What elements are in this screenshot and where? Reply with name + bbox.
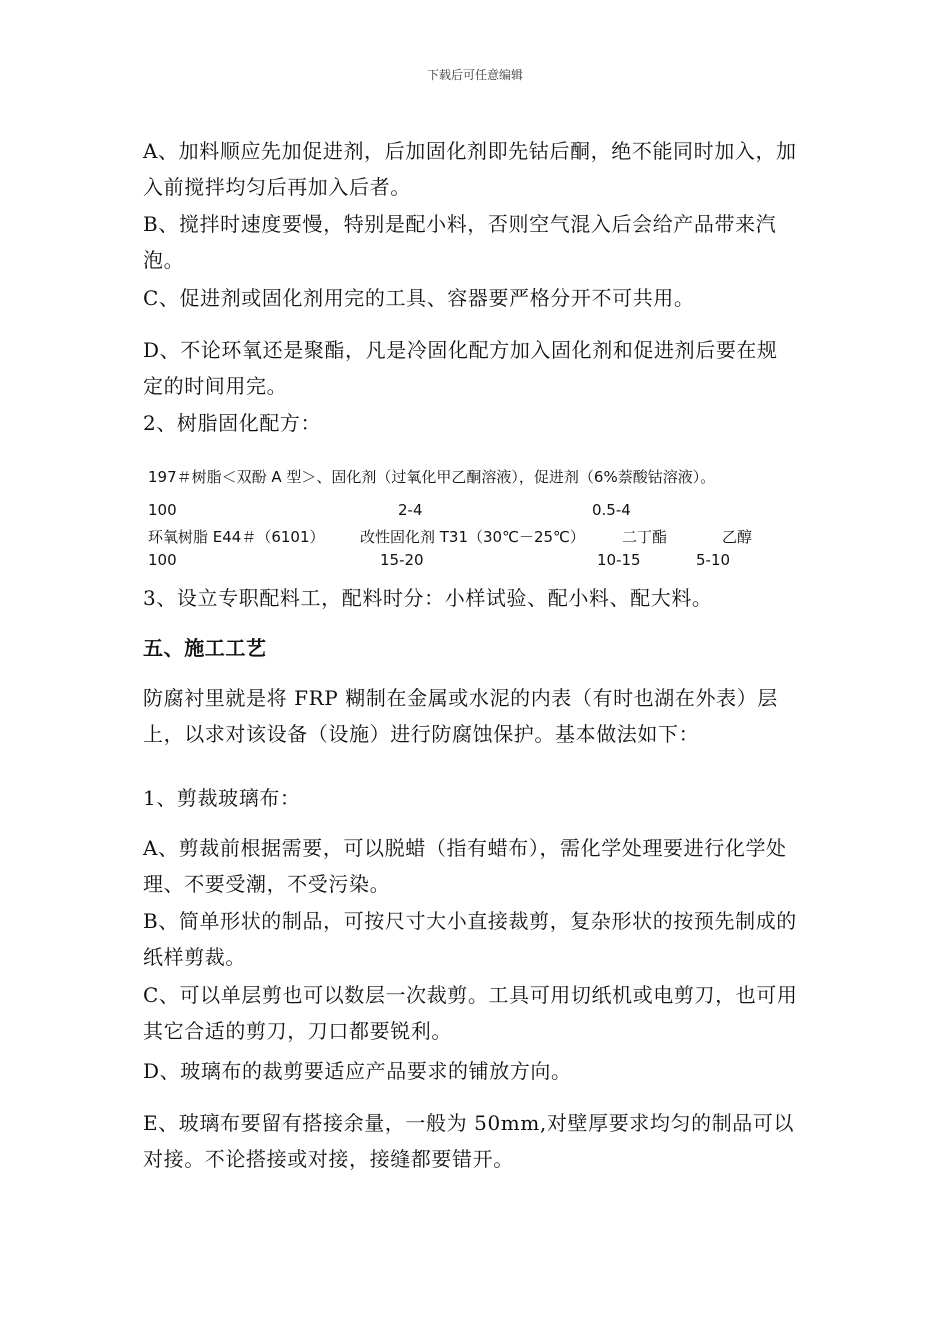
formula-r2-c2: 改性固化剂 T31（30℃－25℃） <box>360 528 585 546</box>
paragraph-d-direction: D、玻璃布的裁剪要适应产品要求的铺放方向。 <box>143 1059 572 1083</box>
formula-r2-c1: 环氧树脂 E44＃（6101） <box>148 528 325 546</box>
paragraph-d-time: D、不论环氧还是聚酯，凡是冷固化配方加入固化剂和促进剂后要在规定的时间用完。 <box>143 338 778 398</box>
paragraph-b-stirring: B、搅拌时速度要慢，特别是配小料，否则空气混入后会给产品带来汽泡。 <box>143 212 777 272</box>
paragraph-e-overlap: E、玻璃布要留有搭接余量，一般为 50mm,对壁厚要求均匀的制品可以对接。不论搭接或对接，接缝都要错开。 <box>143 1111 795 1171</box>
section-resin-formula: 2、树脂固化配方： <box>143 411 322 435</box>
formula-line-1: 197＃树脂＜双酚 A 型＞、固化剂（过氧化甲乙酮溶液），促进剂（6%萘酸钴溶液）。 <box>148 468 716 486</box>
formula-r1-c1: 100 <box>148 501 177 519</box>
paragraph-c-layers: C、可以单层剪也可以数层一次裁剪。工具可用切纸机或电剪刀，也可用其它合适的剪刀，刀口都要锐利。 <box>143 983 798 1043</box>
formula-r3-c3: 10-15 <box>597 551 641 569</box>
page-header: 下载后可任意编辑 <box>426 68 523 82</box>
paragraph-b-shape: B、简单形状的制品，可按尺寸大小直接裁剪，复杂形状的按预先制成的纸样剪裁。 <box>143 909 797 969</box>
formula-r1-c3: 0.5-4 <box>592 501 631 519</box>
paragraph-anticorrosion-lining: 防腐衬里就是将 FRP 糊制在金属或水泥的内表（有时也湖在外表）层上，以求对该设备（设施）进行防腐蚀保护。基本做法如下： <box>143 686 778 746</box>
section-heading-construction: 五、施工工艺 <box>143 636 267 660</box>
paragraph-c-tools: C、促进剂或固化剂用完的工具、容器要严格分开不可共用。 <box>143 286 695 310</box>
formula-r1-c2: 2-4 <box>398 501 423 519</box>
formula-r3-c4: 5-10 <box>696 551 731 569</box>
paragraph-a-mixing-order: A、加料顺应先加促进剂，后加固化剂即先钴后酮，绝不能同时加入，加入前搅拌均匀后再加入后者。 <box>143 139 797 199</box>
paragraph-batching-staff: 3、设立专职配料工，配料时分：小样试验、配小料、配大料。 <box>143 586 713 610</box>
formula-r2-c3: 二丁酯 <box>622 528 668 546</box>
formula-r3-c1: 100 <box>148 551 177 569</box>
section-cut-glass-cloth: 1、剪裁玻璃布： <box>143 786 301 810</box>
paragraph-a-dewax: A、剪裁前根据需要，可以脱蜡（指有蜡布），需化学处理要进行化学处理、不要受潮，不受污染。 <box>143 836 787 896</box>
formula-r2-c4: 乙醇 <box>722 528 753 546</box>
formula-r3-c2: 15-20 <box>380 551 424 569</box>
